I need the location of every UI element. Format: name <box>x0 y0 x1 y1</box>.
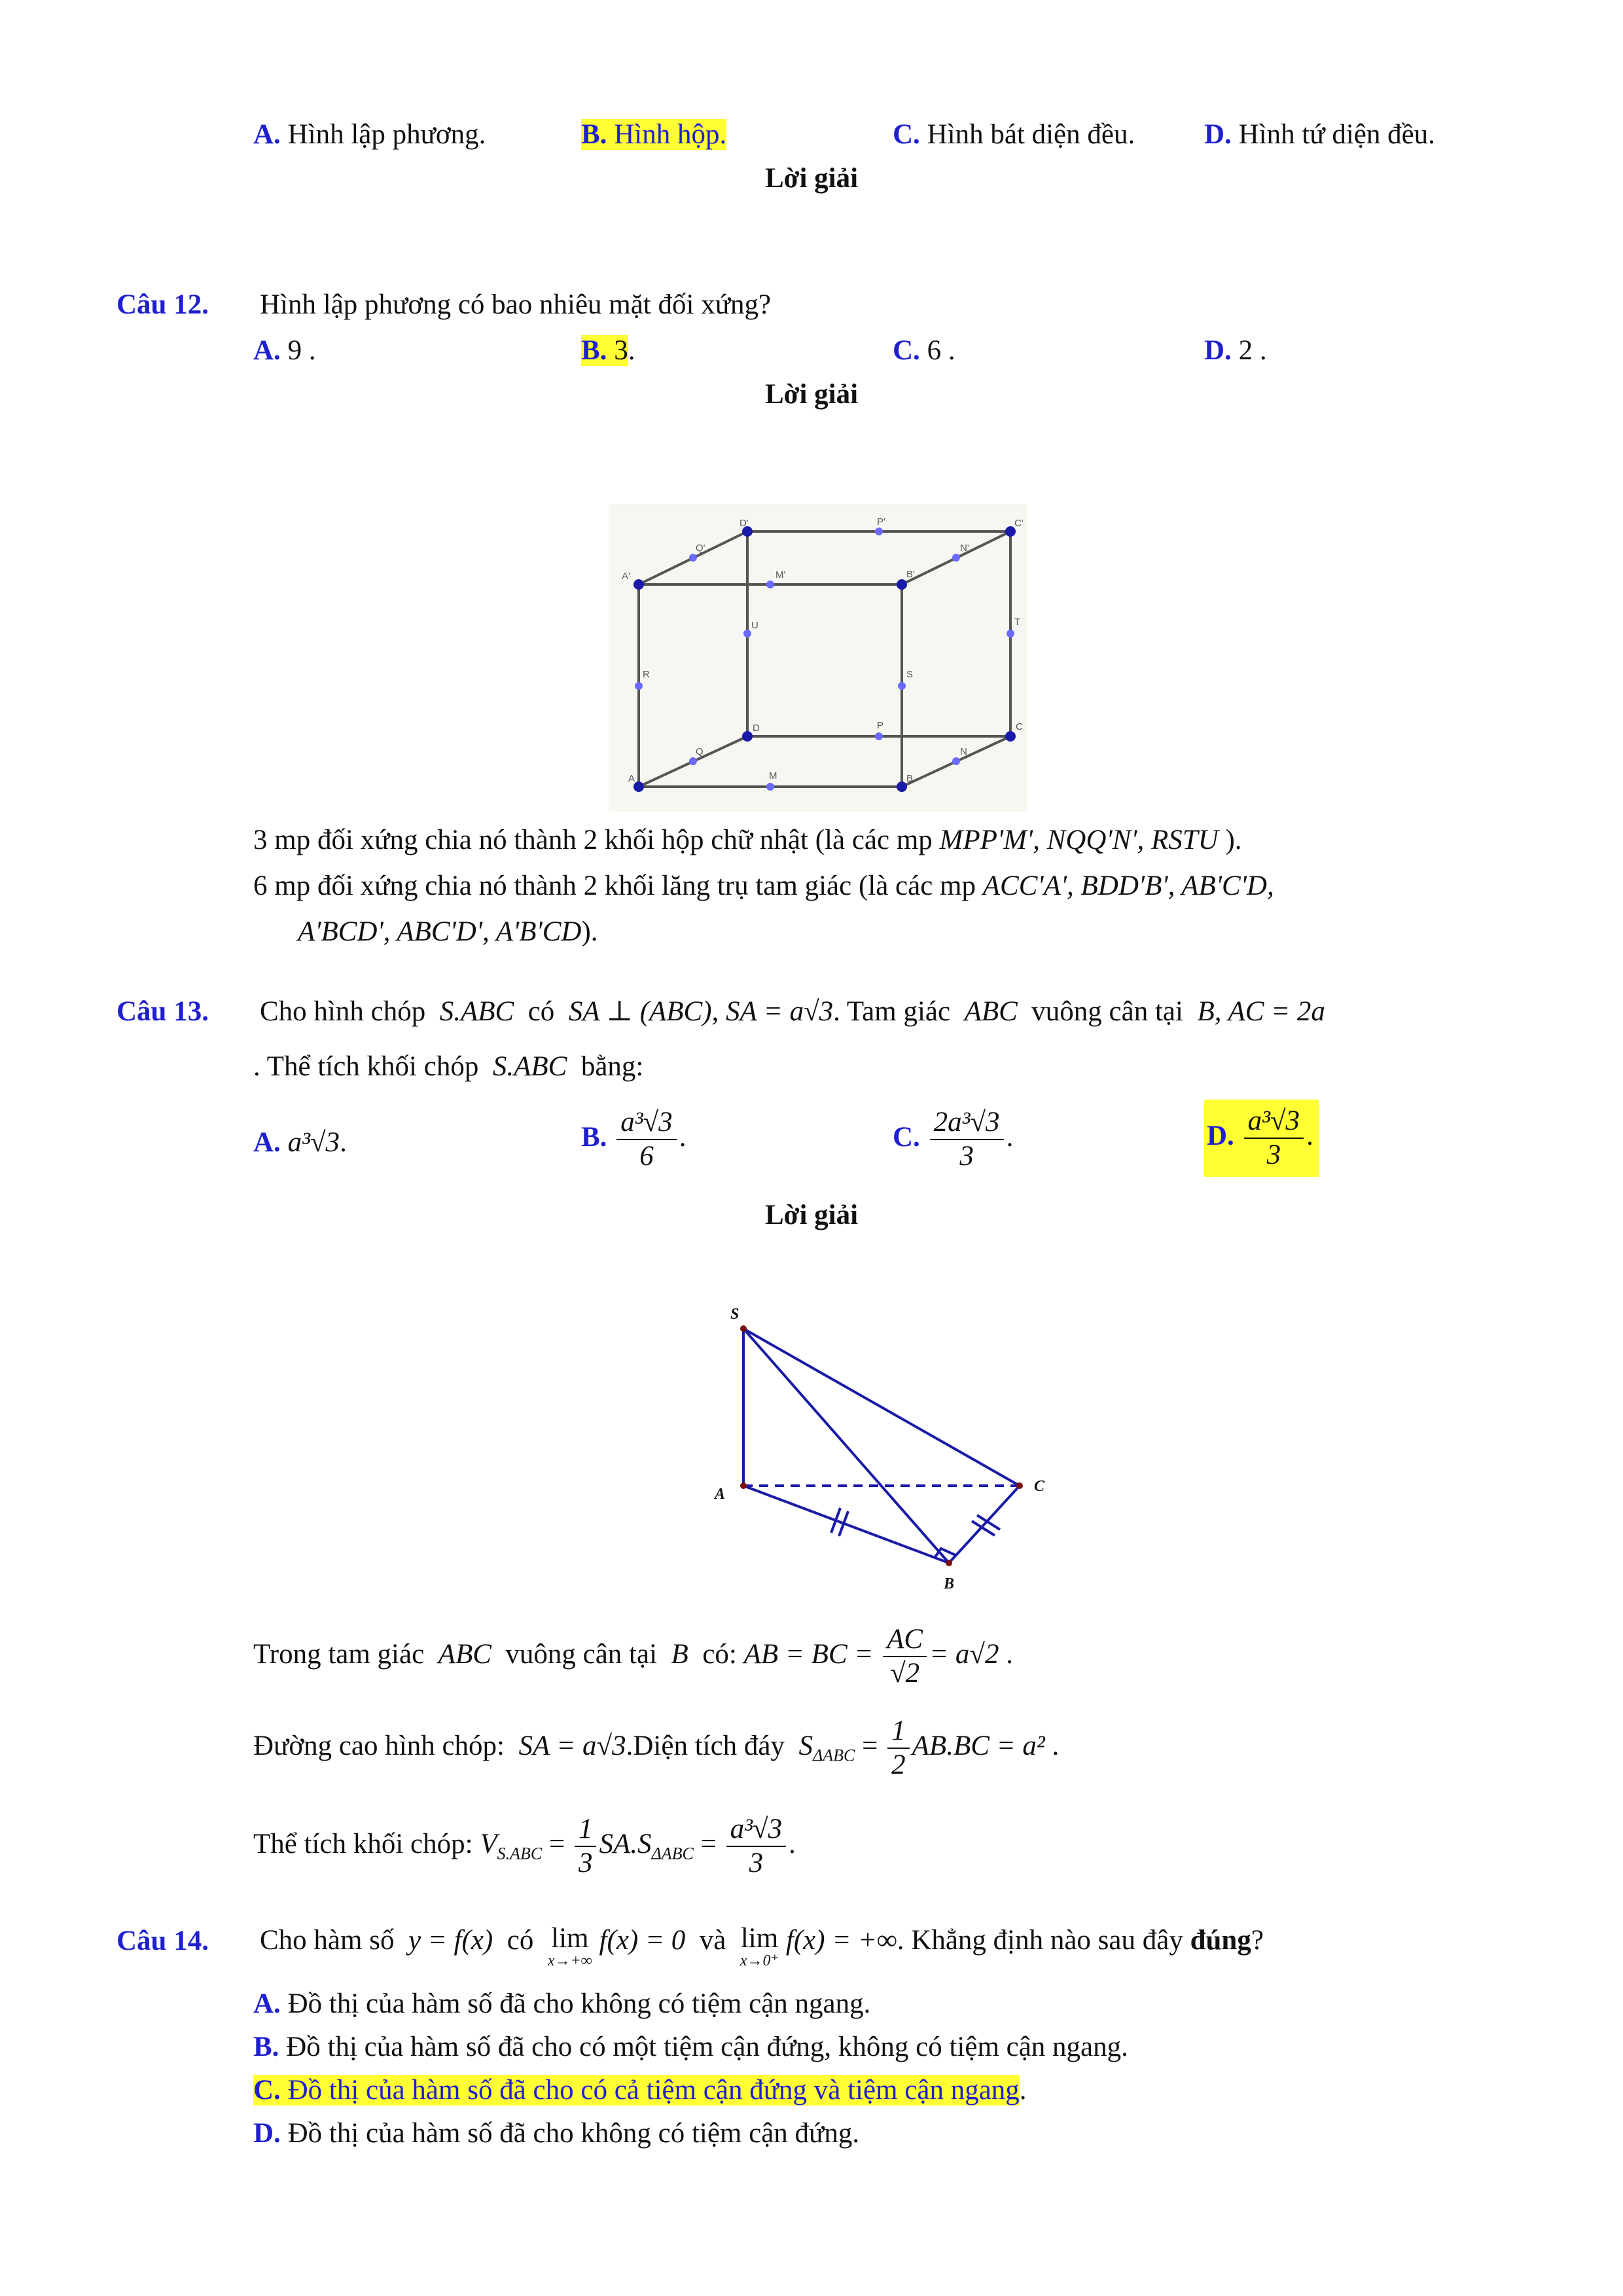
cube-vertex-b1 <box>897 579 907 590</box>
cube-label-q1: Q' <box>696 543 705 554</box>
q11-option-a: A. Hình lập phương. <box>253 119 486 150</box>
q13-solution-heading: Lời giải <box>764 1200 859 1230</box>
q13-solution-line3: Thể tích khối chóp: $V_{S.ABC}$ = $\frac{1}{3}$ $SA.S_{\Delta ABC}$ = $\frac{\text{a³√3}}{3}$ . <box>253 1814 796 1878</box>
cube-label-n: N <box>960 746 967 757</box>
cube-label-c1: C' <box>1014 518 1024 529</box>
cube-label-m1: M' <box>776 569 786 581</box>
cube-label-d: D <box>753 723 760 734</box>
q12-solution-line3: A'BCD', ABC'D', A'B'CD). <box>298 916 598 947</box>
cube-figure <box>609 504 1027 812</box>
cube-point-n <box>952 757 960 765</box>
cube-point-m1 <box>766 581 774 588</box>
cube-label-b1: B' <box>906 569 915 580</box>
q12-number: Câu 12. <box>116 289 209 320</box>
cube-label-c: C <box>1016 721 1023 732</box>
q13-question-line1: Cho hình chóp S.ABC có SA ⊥ (ABC), SA = a√3. Tam giác ABC vuông cân tại B, AC = 2a <box>260 996 1325 1027</box>
cube-label-t: T <box>1014 617 1021 628</box>
cube-vertex-a1 <box>633 579 644 590</box>
q13-number: Câu 13. <box>116 996 209 1027</box>
edge-sc <box>743 1329 1020 1486</box>
q11-solution-heading: Lời giải <box>764 163 859 194</box>
cube-label-r: R <box>643 669 650 680</box>
q14-question: Cho hàm số y = f(x) có lim x→+∞ f(x) = 0 và lim x→0⁺ f(x) = +∞. Khẳng định nào sau đây đúng? <box>260 1923 1264 1969</box>
cube-label-a1: A' <box>622 571 630 582</box>
q12-option-b: B. 3. <box>581 335 635 366</box>
cube-label-p: P <box>877 720 884 731</box>
q13-question-line2: . Thể tích khối chóp S.ABC bằng: <box>253 1051 644 1082</box>
edge-sb <box>743 1329 949 1563</box>
q11-option-c: C. Hình bát diện đều. <box>893 119 1135 150</box>
cube-label-p1: P' <box>877 516 885 528</box>
cube-point-t <box>1007 630 1014 637</box>
q11-option-b: B. Hình hộp. <box>581 119 727 150</box>
cube-label-u: U <box>751 620 758 631</box>
vertex-s <box>740 1325 747 1332</box>
q14-option-a: A. Đồ thị của hàm số đã cho không có tiệm cận ngang. <box>253 1988 871 2019</box>
cube-label-m: M <box>769 770 777 781</box>
cube-label-a: A <box>628 773 635 784</box>
vertex-a <box>740 1482 747 1489</box>
q13-option-b: B. $\frac{\text{a³√3}}{6}$ . <box>581 1107 687 1172</box>
cube-point-p <box>875 732 883 740</box>
vertex-c <box>1016 1482 1023 1489</box>
cube-vertex-b <box>897 781 907 792</box>
q13-option-c: C. $\frac{\text{2a³√3}}{3}$ . <box>893 1107 1014 1172</box>
cube-point-s <box>898 682 906 690</box>
edge-ab <box>743 1486 949 1563</box>
q12-solution-line2: 6 mp đối xứng chia nó thành 2 khối lăng trụ tam giác (là các mp ACC'A', BDD'B', AB'C'D, <box>253 870 1274 901</box>
q14-option-d: D. Đồ thị của hàm số đã cho không có tiệm cận đứng. <box>253 2118 860 2149</box>
q14-option-c: C. Đồ thị của hàm số đã cho có cả tiệm cận đứng và tiệm cận ngang. <box>253 2075 1027 2106</box>
cube-vertex-d <box>742 731 753 742</box>
q11-option-d: D. Hình tứ diện đều. <box>1204 119 1435 150</box>
cube-label-b: B <box>906 773 914 784</box>
q13-solution-line2: Đường cao hình chóp: SA = a√3.Diện tích đáy $S_{\Delta ABC}$ = $\frac{1}{2}$ AB.BC = a² . <box>253 1715 1060 1780</box>
q14-number: Câu 14. <box>116 1926 209 1956</box>
cube-vertex-c <box>1005 731 1016 742</box>
q12-question: Hình lập phương có bao nhiêu mặt đối xứng? <box>260 289 772 320</box>
cube-point-p1 <box>875 528 883 535</box>
cube-point-m <box>766 783 774 791</box>
q14-option-b: B. Đồ thị của hàm số đã cho có một tiệm cận đứng, không có tiệm cận ngang. <box>253 2032 1128 2062</box>
cube-point-q <box>689 757 697 765</box>
q12-solution-line1: 3 mp đối xứng chia nó thành 2 khối hộp chữ nhật (là các mp MPP'M', NQQ'N', RSTU ). <box>253 825 1242 855</box>
cube-point-n1 <box>952 554 960 562</box>
q12-option-d: D. 2 . <box>1204 335 1267 366</box>
label-a: A <box>715 1486 726 1503</box>
cube-point-r <box>635 682 643 690</box>
cube-label-d1: D' <box>740 518 749 529</box>
vertex-b <box>946 1560 952 1566</box>
label-s: S <box>730 1306 740 1323</box>
pyramid-figure <box>707 1296 1073 1597</box>
q13-solution-line1: Trong tam giác ABC vuông cân tại B có: AB = BC = $\frac{AC}{√2}$ = a√2 . <box>253 1624 1013 1689</box>
cube-label-s: S <box>906 669 914 680</box>
q12-solution-heading: Lời giải <box>764 379 859 410</box>
edge-bc <box>949 1486 1020 1563</box>
cube-label-q: Q <box>696 746 704 757</box>
cube-label-n1: N' <box>960 543 969 554</box>
q12-option-a: A. 9 . <box>253 335 316 366</box>
q13-option-a: A. a³√3. <box>253 1127 347 1158</box>
label-b: B <box>944 1575 955 1592</box>
cube-vertex-a <box>633 781 644 792</box>
cube-point-u <box>743 630 751 637</box>
q12-option-c: C. 6 . <box>893 335 955 366</box>
q13-option-d: D. $\frac{\text{a³√3}}{3}$ . <box>1204 1100 1319 1177</box>
label-c: C <box>1034 1478 1045 1495</box>
cube-point-q1 <box>689 554 697 562</box>
